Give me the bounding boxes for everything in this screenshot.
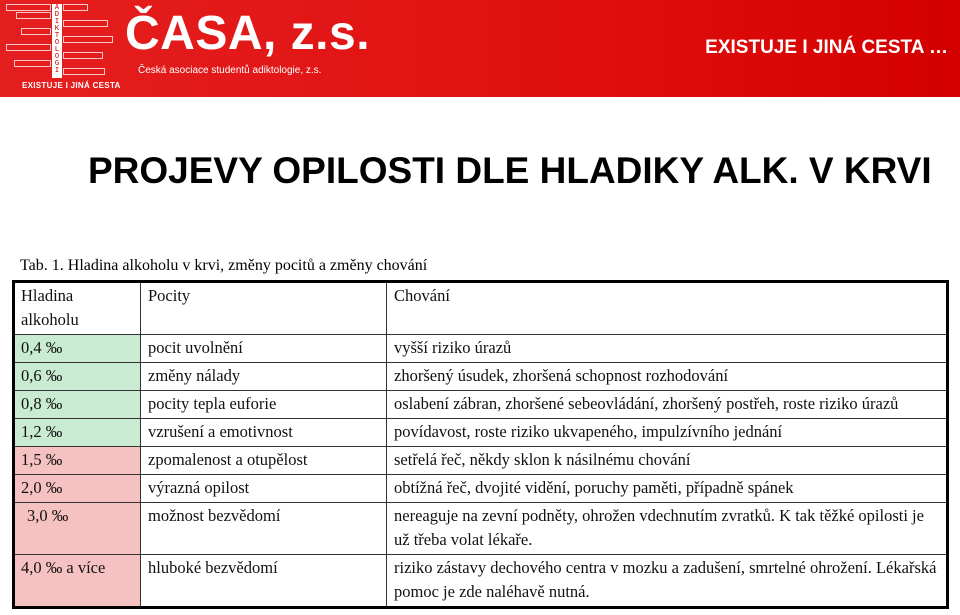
row-feeling: pocit uvolnění (141, 335, 387, 363)
table-row (14, 555, 948, 608)
row-feeling: změny nálady (141, 363, 387, 391)
row-feeling: hluboké bezvědomí (141, 555, 387, 608)
row-behavior: vyšší riziko úrazů (387, 335, 948, 363)
row-level: 3,0 ‰ (14, 503, 141, 555)
brand-subtitle: Česká asociace studentů adiktologie, z.s. (138, 65, 322, 76)
row-level: 0,4 ‰ (14, 335, 141, 363)
row-level: 4,0 ‰ a více (14, 555, 141, 608)
row-behavior: setřelá řeč, někdy sklon k násilnému chování (387, 447, 948, 475)
table-row (14, 475, 948, 503)
row-behavior: povídavost, roste riziko ukvapeného, impulzívního jednání (387, 419, 948, 447)
table-header-row (14, 282, 948, 335)
logo-vertical-word: A D I K T O L O G I (52, 4, 62, 78)
row-level: 0,8 ‰ (14, 391, 141, 419)
header-behavior: Chování (387, 282, 948, 335)
row-behavior: riziko zástavy dechového centra v mozku a zadušení, smrtelné ohrožení. Lékařská pomoc je zde naléhavě nutná. (387, 555, 948, 608)
row-level: 0,6 ‰ (14, 363, 141, 391)
header-feelings: Pocity (141, 282, 387, 335)
row-level: 1,5 ‰ (14, 447, 141, 475)
table-caption: Tab. 1. Hladina alkoholu v krvi, změny pocitů a změny chování (20, 257, 428, 274)
row-feeling: možnost bezvědomí (141, 503, 387, 555)
row-level: 2,0 ‰ (14, 475, 141, 503)
slogan: EXISTUJE I JINÁ CESTA … (705, 37, 948, 58)
row-behavior: obtížná řeč, dvojité vidění, poruchy paměti, případně spánek (387, 475, 948, 503)
row-feeling: vzrušení a emotivnost (141, 419, 387, 447)
brand-name: ČASA, z.s. (125, 7, 371, 60)
table-row (14, 503, 948, 555)
header-banner (0, 0, 960, 97)
table-row (14, 335, 948, 363)
table-row (14, 363, 948, 391)
logo-caption: EXISTUJE I JINÁ CESTA (22, 81, 121, 90)
row-behavior: zhoršený úsudek, zhoršená schopnost rozhodování (387, 363, 948, 391)
alcohol-table (12, 280, 949, 609)
table-row (14, 391, 948, 419)
row-level: 1,2 ‰ (14, 419, 141, 447)
row-feeling: zpomalenost a otupělost (141, 447, 387, 475)
page-title: PROJEVY OPILOSTI DLE HLADIKY ALK. V KRVI (88, 150, 932, 191)
table-row (14, 447, 948, 475)
header-level: Hladina alkoholu (14, 282, 141, 335)
row-feeling: výrazná opilost (141, 475, 387, 503)
row-feeling: pocity tepla euforie (141, 391, 387, 419)
logo-crossword-icon (6, 4, 116, 78)
table-row (14, 419, 948, 447)
row-behavior: nereaguje na zevní podněty, ohrožen vdechnutím zvratků. K tak těžké opilosti je už třeba volat lékaře. (387, 503, 948, 555)
row-behavior: oslabení zábran, zhoršené sebeovládání, zhoršený postřeh, roste riziko úrazů (387, 391, 948, 419)
